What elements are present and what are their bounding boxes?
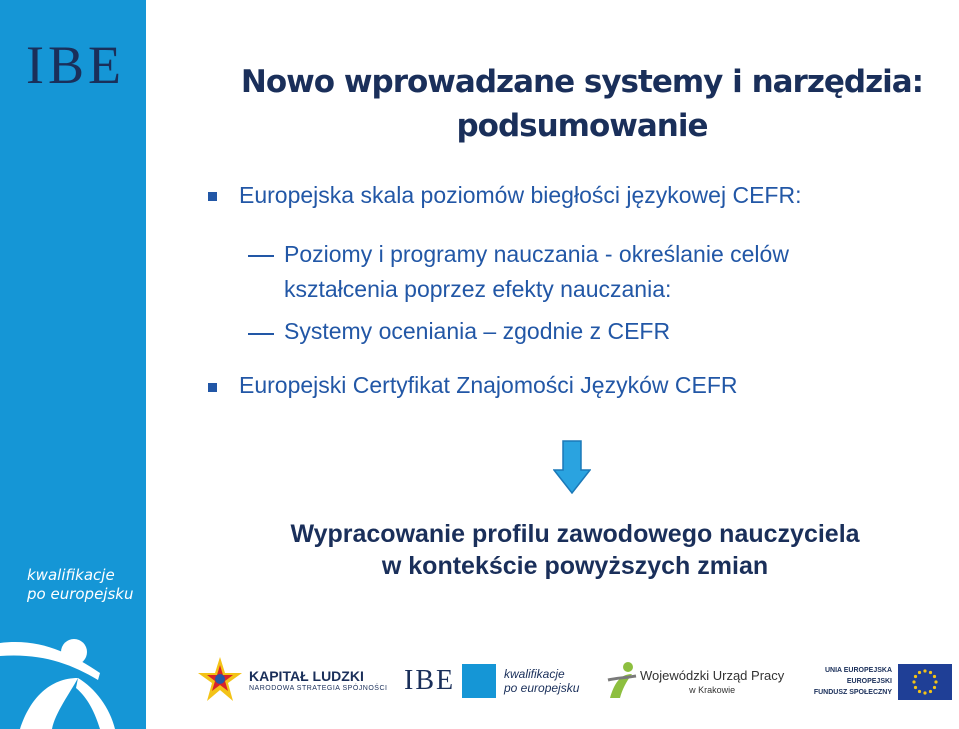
bullet-square-icon: [208, 383, 217, 392]
kwalifikacje-footer-logo: [504, 667, 579, 695]
sidebar-tagline: [27, 566, 146, 604]
wup-logo: [640, 668, 784, 696]
ibe-footer-logo: IBE: [404, 665, 456, 696]
ibe-logo: IBE: [26, 35, 125, 95]
dash-icon: [248, 255, 274, 257]
wup-title: Wojewódzki Urząd Pracy: [640, 668, 785, 683]
conclusion-line1: Wypracowanie profilu zawodowego nauczyciela: [290, 520, 860, 548]
conclusion: [230, 518, 920, 582]
bullet-cefr-scale: Europejska skala poziomów biegłości językowej CEFR:: [239, 182, 802, 208]
ue-line1: UNIA EUROPEJSKA: [824, 667, 892, 674]
kwalifikacje-square-icon: [462, 664, 496, 698]
conclusion-line2: w kontekście powyższych zmian: [381, 552, 769, 580]
title-line2: podsumowanie: [456, 108, 708, 144]
kapital-ludzki-title: KAPITAŁ LUDZKI: [249, 668, 364, 684]
bullet-square-icon: [208, 192, 217, 201]
kwalifikacje-footer-line2: po europejsku: [504, 681, 580, 695]
ue-line3: FUNDUSZ SPOŁECZNY: [813, 689, 892, 696]
kwalifikacje-footer-line1: kwalifikacje: [504, 667, 565, 681]
dash-icon: [248, 333, 274, 335]
wup-subtitle: w Krakowie: [689, 685, 736, 695]
sidebar-tagline-line2: po europejsku: [27, 585, 134, 603]
ue-line2: EUROPEJSKI: [846, 678, 892, 685]
wup-figure-icon: [606, 660, 638, 700]
sidebar-tagline-line1: kwalifikacje: [27, 566, 115, 584]
kapital-ludzki-star-icon: [196, 655, 244, 705]
kapital-ludzki-logo: [249, 668, 387, 694]
figure-logo-icon: [0, 618, 146, 729]
eu-flag-icon: [898, 664, 952, 700]
down-arrow-icon: [553, 440, 591, 494]
sidebar: [0, 0, 146, 729]
kapital-ludzki-subtitle: NARODOWA STRATEGIA SPÓJNOŚCI: [249, 685, 388, 692]
sub-bullet-assessment: Systemy oceniania – zgodnie z CEFR: [284, 318, 671, 344]
title-line1: Nowo wprowadzane systemy i narzędzia:: [240, 64, 924, 100]
ue-text-logo: [812, 665, 892, 698]
sub-bullet-curriculum-line1: Poziomy i programy nauczania - określanie celów: [284, 241, 789, 267]
sub-bullet-curriculum-line2: kształcenia poprzez efekty nauczania:: [284, 276, 672, 302]
bullet-certificate: Europejski Certyfikat Znajomości Języków CEFR: [239, 372, 738, 398]
page-title: [222, 60, 942, 148]
